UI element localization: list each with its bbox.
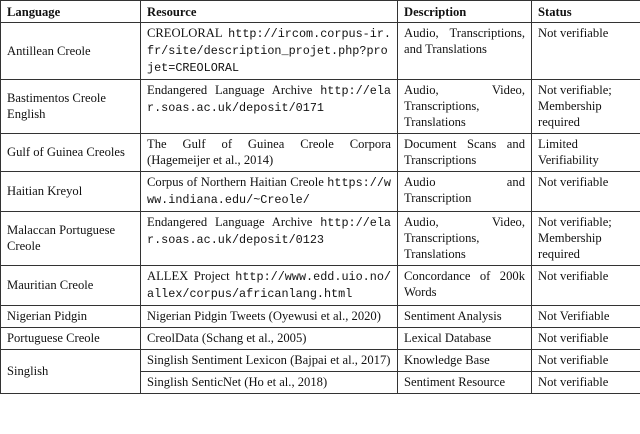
header-description: Description <box>398 1 532 23</box>
resource-cell <box>141 350 398 372</box>
description-cell: Audio, Transcriptions, and Translations <box>398 23 532 80</box>
description-cell: Audio and Transcription <box>398 172 532 212</box>
resource-name: Endangered Language Archive <box>147 215 313 229</box>
resource-name: Nigerian Pidgin Tweets (Oyewusi et al., 2020) <box>147 309 381 323</box>
resource-url[interactable]: http://www.edd.uio.no/allex/corpus/africanlang.html <box>147 270 391 301</box>
language-cell: Portuguese Creole <box>1 328 141 350</box>
language-cell: Bastimentos Creole English <box>1 80 141 134</box>
resource-cell <box>141 372 398 394</box>
status-cell: Not verifiable <box>532 172 640 212</box>
table-row <box>1 23 640 80</box>
language-cell: Nigerian Pidgin <box>1 306 141 328</box>
resource-cell <box>141 306 398 328</box>
header-status: Status <box>532 1 640 23</box>
resource-cell <box>141 328 398 350</box>
description-cell: Knowledge Base <box>398 350 532 372</box>
description-cell: Sentiment Resource <box>398 372 532 394</box>
table-row <box>1 266 640 306</box>
resource-cell <box>141 134 398 172</box>
description-cell: Sentiment Analysis <box>398 306 532 328</box>
resource-name: The Gulf of Guinea Creole Corpora (Hagemeijer et al., 2014) <box>147 137 391 167</box>
language-cell: Antillean Creole <box>1 23 141 80</box>
status-cell: Not verifiable <box>532 23 640 80</box>
table-row <box>1 306 640 328</box>
description-cell: Document Scans and Transcriptions <box>398 134 532 172</box>
language-cell: Malaccan Portuguese Creole <box>1 212 141 266</box>
status-cell: Not verifiable <box>532 328 640 350</box>
table-row <box>1 80 640 134</box>
table-row <box>1 134 640 172</box>
description-cell: Audio, Video, Transcriptions, Translations <box>398 212 532 266</box>
resource-cell <box>141 212 398 266</box>
resource-name: ALLEX Project <box>147 269 230 283</box>
resource-url[interactable]: http://elar.soas.ac.uk/deposit/0171 <box>147 84 392 115</box>
header-row <box>1 1 640 23</box>
header-language: Language <box>1 1 141 23</box>
resource-name: Corpus of Northern Haitian Creole <box>147 175 324 189</box>
resource-name: Endangered Language Archive <box>147 83 313 97</box>
table-row <box>1 328 640 350</box>
status-cell: Not verifiable; Membership required <box>532 80 640 134</box>
resource-cell <box>141 266 398 306</box>
language-cell: Haitian Kreyol <box>1 172 141 212</box>
status-cell: Not verifiable <box>532 266 640 306</box>
resource-url[interactable]: https://www.indiana.edu/~Creole/ <box>147 176 391 207</box>
resource-name: CREOLORAL <box>147 26 223 40</box>
language-cell: Mauritian Creole <box>1 266 141 306</box>
resource-cell <box>141 23 398 80</box>
status-cell: Not verifiable <box>532 350 640 372</box>
language-cell: Singlish <box>1 350 141 394</box>
resource-cell <box>141 80 398 134</box>
table-row <box>1 212 640 266</box>
status-cell: Not Verifiable <box>532 306 640 328</box>
status-cell: Limited Verifiability <box>532 134 640 172</box>
description-cell: Lexical Database <box>398 328 532 350</box>
resource-cell <box>141 172 398 212</box>
table-row <box>1 350 640 372</box>
status-cell: Not verifiable <box>532 372 640 394</box>
header-resource: Resource <box>141 1 398 23</box>
description-cell: Audio, Video, Transcriptions, Translations <box>398 80 532 134</box>
resource-name: Singlish Sentiment Lexicon (Bajpai et al., 2017) <box>147 353 391 367</box>
resource-name: Singlish SenticNet (Ho et al., 2018) <box>147 375 328 389</box>
status-cell: Not verifiable; Membership required <box>532 212 640 266</box>
resource-url[interactable]: http://elar.soas.ac.uk/deposit/0123 <box>147 216 392 247</box>
description-cell: Concordance of 200k Words <box>398 266 532 306</box>
table-row <box>1 172 640 212</box>
language-cell: Gulf of Guinea Creoles <box>1 134 141 172</box>
resource-url[interactable]: http://ircom.corpus-ir.fr/site/description_projet.php?projet=CREOLORAL <box>147 27 391 75</box>
resource-name: CreolData (Schang et al., 2005) <box>147 331 307 345</box>
